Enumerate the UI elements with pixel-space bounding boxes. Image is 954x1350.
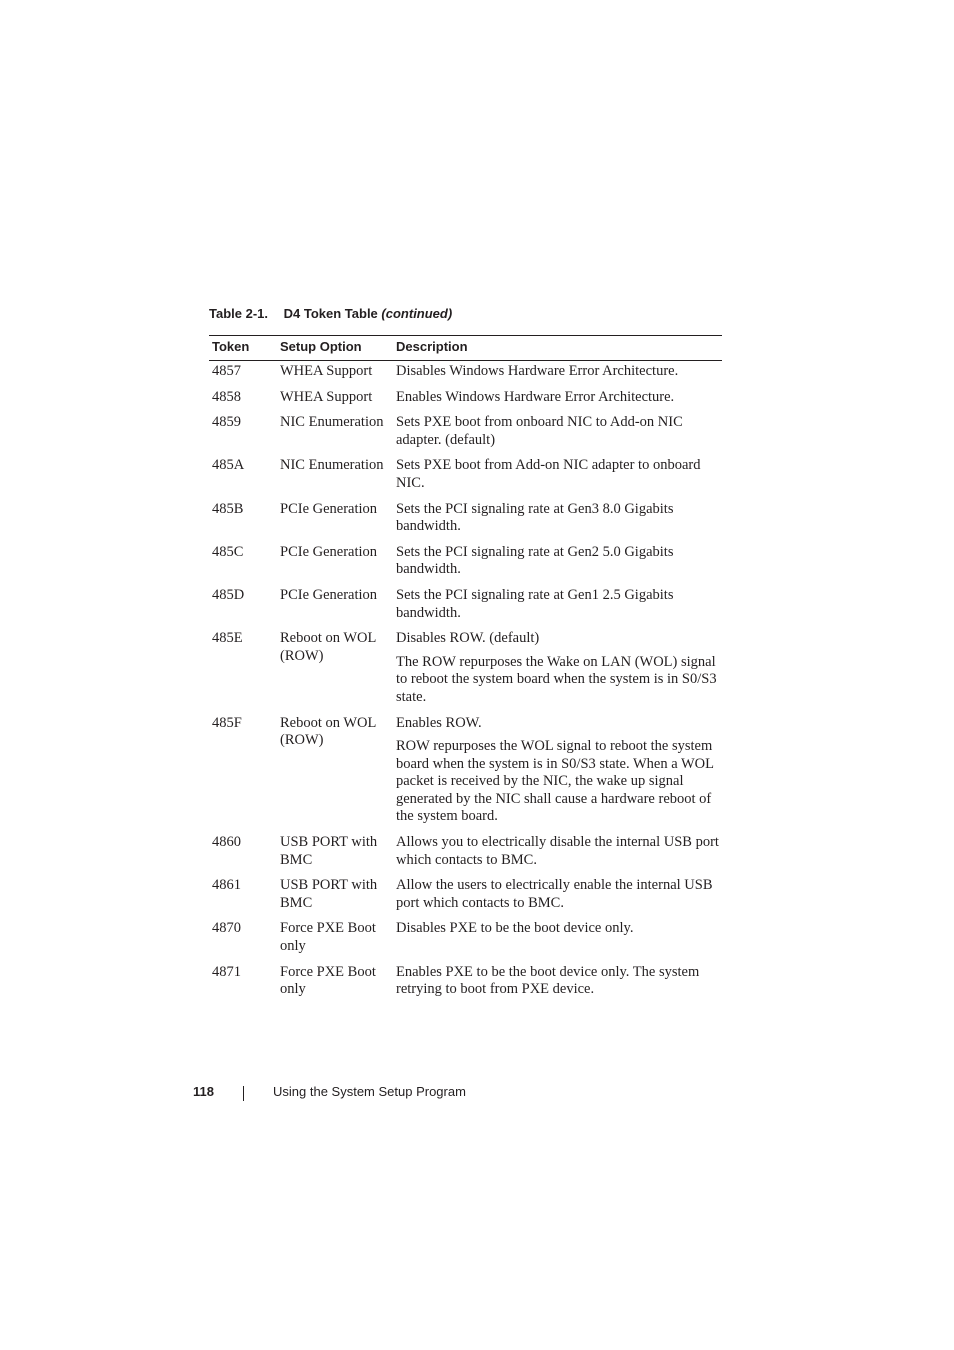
table-row [209, 389, 722, 415]
token-cell: 485F [212, 714, 242, 731]
setup-option-cell: Force PXE Boot only [280, 963, 376, 998]
table-number: Table 2-1. [209, 306, 269, 321]
table-row [209, 501, 722, 544]
description-paragraph: Disables PXE to be the boot device only. [396, 920, 634, 937]
table-body [209, 361, 722, 1007]
token-cell: 4870 [212, 920, 241, 937]
token-cell: 4860 [212, 834, 241, 851]
column-header-description: Description [393, 336, 722, 361]
description-paragraph: Enables PXE to be the boot device only. The system retrying to boot from PXE device. [396, 963, 700, 998]
table-row [209, 834, 722, 877]
column-header-setup-option: Setup Option [277, 336, 393, 361]
setup-option-cell: WHEA Support [280, 363, 373, 379]
page-footer [0, 1084, 954, 1104]
token-cell: 4857 [212, 363, 241, 379]
setup-option-cell: PCIe Generation [280, 543, 378, 560]
table-row [209, 630, 722, 714]
description-cell [393, 457, 722, 500]
setup-option-cell: USB PORT with BMC [280, 834, 378, 868]
table-row [209, 715, 722, 835]
description-cell [393, 877, 722, 920]
description-cell [393, 834, 722, 877]
section-title: Using the System Setup Program [273, 1084, 466, 1099]
description-paragraph: Allows you to electrically disable the internal USB port which contacts to BMC. [396, 834, 719, 868]
table-caption [209, 306, 452, 321]
setup-option-cell: NIC Enumeration [280, 414, 384, 431]
continued-label: (continued) [381, 306, 453, 321]
description-cell [393, 964, 722, 1007]
description-paragraph: Sets PXE boot from onboard NIC to Add-on NIC adapter. (default) [396, 414, 683, 448]
table-title: D4 Token Table [283, 306, 378, 321]
description-paragraph: Allow the users to electrically enable the internal USB port which contacts to BMC. [396, 877, 713, 911]
description-cell [393, 630, 722, 714]
description-paragraph: Sets the PCI signaling rate at Gen2 5.0 Gigabits bandwidth. [396, 543, 674, 578]
token-cell: 485A [212, 457, 245, 474]
description-paragraph: Sets PXE boot from Add-on NIC adapter to onboard NIC. [396, 457, 701, 491]
setup-option-cell: USB PORT with BMC [280, 877, 378, 911]
description-cell [393, 920, 722, 963]
table-row [209, 457, 722, 500]
description-paragraph: Disables Windows Hardware Error Architecture. [396, 363, 679, 379]
description-paragraph: Sets the PCI signaling rate at Gen3 8.0 Gigabits bandwidth. [396, 500, 674, 535]
description-cell [393, 715, 722, 835]
token-table [209, 335, 722, 1007]
description-paragraph: ROW repurposes the WOL signal to reboot the system board when the system is in S0/S3 state. When a WOL packet is received by the NIC, the wake up signal generated by the NIC shall cause a hardware reboot of the system board. [396, 738, 714, 825]
description-cell [393, 389, 722, 415]
column-header-token: Token [209, 336, 277, 361]
setup-option-cell: Reboot on WOL (ROW) [280, 630, 376, 664]
table-row [209, 587, 722, 630]
table-row [209, 964, 722, 1007]
setup-option-cell: PCIe Generation [280, 500, 378, 517]
description-paragraph: Enables ROW. [396, 714, 482, 731]
page-number: 118 [193, 1084, 214, 1099]
setup-option-cell: WHEA Support [280, 388, 373, 405]
description-cell [393, 587, 722, 630]
setup-option-cell: Reboot on WOL (ROW) [280, 714, 376, 749]
table-row [209, 361, 722, 389]
description-paragraph: The ROW repurposes the Wake on LAN (WOL) signal to reboot the system board when the system is in S0/S3 state. [396, 653, 717, 705]
description-paragraph: Enables Windows Hardware Error Architecture. [396, 388, 675, 405]
footer-divider [243, 1086, 244, 1101]
token-cell: 485E [212, 630, 243, 647]
token-cell: 4859 [212, 414, 241, 431]
token-cell: 485C [212, 543, 244, 560]
description-paragraph: Disables ROW. (default) [396, 630, 540, 647]
token-cell: 485D [212, 586, 245, 603]
description-cell [393, 501, 722, 544]
table-header-row [209, 336, 722, 361]
setup-option-cell: Force PXE Boot only [280, 920, 376, 955]
token-cell: 4861 [212, 877, 241, 894]
token-cell: 4858 [212, 388, 241, 405]
description-cell [393, 361, 722, 389]
table-row [209, 414, 722, 457]
table-row [209, 877, 722, 920]
description-cell [393, 544, 722, 587]
setup-option-cell: NIC Enumeration [280, 457, 384, 474]
token-cell: 4871 [212, 963, 241, 980]
description-paragraph: Sets the PCI signaling rate at Gen1 2.5 Gigabits bandwidth. [396, 586, 674, 621]
token-cell: 485B [212, 500, 244, 517]
setup-option-cell: PCIe Generation [280, 586, 378, 603]
table-row [209, 920, 722, 963]
description-cell [393, 414, 722, 457]
table-row [209, 544, 722, 587]
